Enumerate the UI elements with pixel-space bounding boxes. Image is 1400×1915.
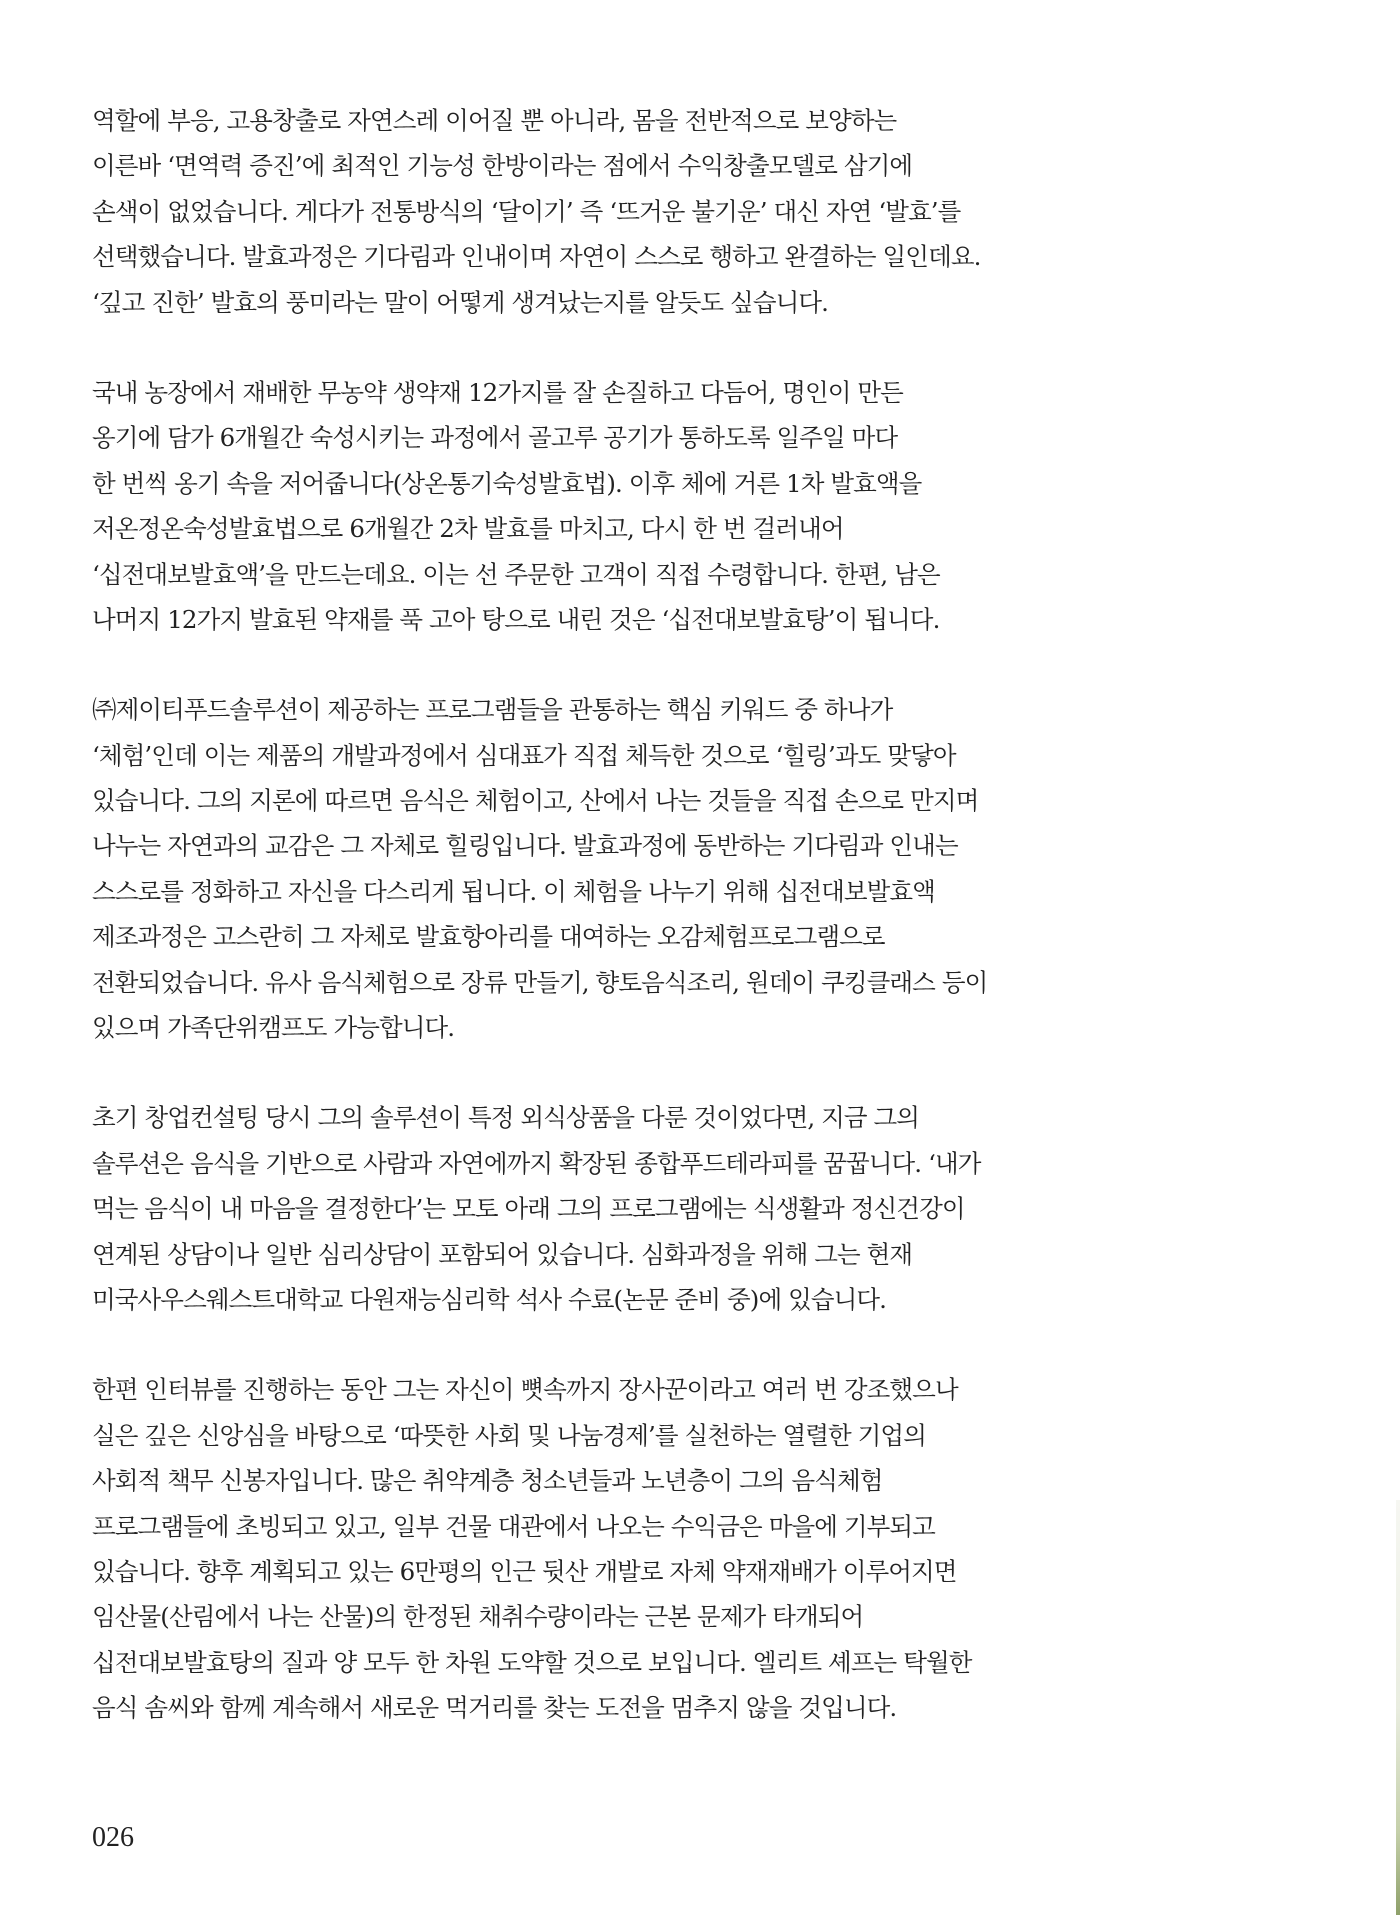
paragraph-1 [92, 98, 1092, 325]
text-line: 솔루션은 음식을 기반으로 사람과 자연에까지 확장된 종합푸드테라피를 꿈꿉니다. ‘내가 [92, 1148, 981, 1178]
text-line: 먹는 음식이 내 마음을 결정한다’는 모토 아래 그의 프로그램에는 식생활과 정신건강이 [92, 1194, 965, 1224]
text-line: 초기 창업컨설팅 당시 그의 솔루션이 특정 외식상품을 다룬 것이었다면, 지금 그의 [92, 1103, 920, 1133]
text-line: 있습니다. 그의 지론에 따르면 음식은 체험이고, 산에서 나는 것들을 직접 손으로 만지며 [92, 786, 979, 816]
paragraph-5 [92, 1367, 1092, 1730]
text-line: ‘체험’인데 이는 제품의 개발과정에서 심대표가 직접 체득한 것으로 ‘힐링’과도 맞닿아 [92, 740, 956, 770]
text-line: 한 번씩 옹기 속을 저어줍니다(상온통기숙성발효법). 이후 체에 거른 1차 발효액을 [92, 468, 922, 498]
text-line: ‘십전대보발효액’을 만드는데요. 이는 선 주문한 고객이 직접 수령합니다. 한편, 남은 [92, 559, 940, 589]
text-line: 있으며 가족단위캠프도 가능합니다. [92, 1013, 455, 1043]
text-line: 전환되었습니다. 유사 음식체험으로 장류 만들기, 향토음식조리, 원데이 쿠킹클래스 등이 [92, 967, 988, 997]
text-line: 저온정온숙성발효법으로 6개월간 2차 발효를 마치고, 다시 한 번 걸러내어 [92, 514, 844, 544]
text-line: 이른바 ‘면역력 증진’에 최적인 기능성 한방이라는 점에서 수익창출모델로 삼기에 [92, 151, 913, 181]
page-number: 026 [92, 1822, 134, 1853]
text-line: 국내 농장에서 재배한 무농약 생약재 12가지를 잘 손질하고 다듬어, 명인이 만든 [92, 377, 903, 407]
text-line: 스스로를 정화하고 자신을 다스리게 됩니다. 이 체험을 나누기 위해 십전대보발효액 [92, 876, 935, 906]
text-line: 십전대보발효탕의 질과 양 모두 한 차원 도약할 것으로 보입니다. 엘리트 셰프는 탁월한 [92, 1647, 972, 1677]
text-line: 미국사우스웨스트대학교 다원재능심리학 석사 수료(논문 준비 중)에 있습니다. [92, 1284, 887, 1314]
text-line: 한편 인터뷰를 진행하는 동안 그는 자신이 뼛속까지 장사꾼이라고 여러 번 강조했으나 [92, 1375, 958, 1405]
text-line: 음식 솜씨와 함께 계속해서 새로운 먹거리를 찾는 도전을 멈추지 않을 것입니다. [92, 1693, 897, 1723]
text-line: 사회적 책무 신봉자입니다. 많은 취약계층 청소년들과 노년층이 그의 음식체험 [92, 1466, 883, 1496]
paragraph-2 [92, 370, 1092, 642]
text-line: 선택했습니다. 발효과정은 기다림과 인내이며 자연이 스스로 행하고 완결하는 일인데요. [92, 242, 981, 272]
text-line: 프로그램들에 초빙되고 있고, 일부 건물 대관에서 나오는 수익금은 마을에 기부되고 [92, 1511, 935, 1541]
text-line: 연계된 상담이나 일반 심리상담이 포함되어 있습니다. 심화과정을 위해 그는 현재 [92, 1239, 913, 1269]
text-line: 실은 깊은 신앙심을 바탕으로 ‘따뜻한 사회 및 나눔경제’를 실천하는 열렬한 기업의 [92, 1420, 926, 1450]
text-line: ‘깊고 진한’ 발효의 풍미라는 말이 어떻게 생겨났는지를 알듯도 싶습니다. [92, 287, 829, 317]
text-line: 역할에 부응, 고용창출로 자연스레 이어질 뿐 아니라, 몸을 전반적으로 보양하는 [92, 106, 897, 135]
text-line: 제조과정은 고스란히 그 자체로 발효항아리를 대여하는 오감체험프로그램으로 [92, 922, 885, 952]
paragraph-4 [92, 1095, 1092, 1322]
text-line: 있습니다. 향후 계획되고 있는 6만평의 인근 뒷산 개발로 자체 약재재배가 이루어지면 [92, 1556, 957, 1586]
page-edge-decoration [1396, 1500, 1400, 1915]
article-body [92, 98, 1092, 1776]
text-line: 손색이 없었습니다. 게다가 전통방식의 ‘달이기’ 즉 ‘뜨거운 불기운’ 대신 자연 ‘발효’를 [92, 196, 961, 226]
text-line: 임산물(산림에서 나는 산물)의 한정된 채취수량이라는 근본 문제가 타개되어 [92, 1602, 864, 1632]
text-line: ㈜제이티푸드솔루션이 제공하는 프로그램들을 관통하는 핵심 키워드 중 하나가 [92, 695, 893, 725]
text-line: 나머지 12가지 발효된 약재를 푹 고아 탕으로 내린 것은 ‘십전대보발효탕’이 됩니다. [92, 604, 940, 634]
text-line: 옹기에 담가 6개월간 숙성시키는 과정에서 골고루 공기가 통하도록 일주일 마다 [92, 423, 898, 453]
text-line: 나누는 자연과의 교감은 그 자체로 힐링입니다. 발효과정에 동반하는 기다림과 인내는 [92, 831, 958, 861]
paragraph-3 [92, 687, 1092, 1050]
